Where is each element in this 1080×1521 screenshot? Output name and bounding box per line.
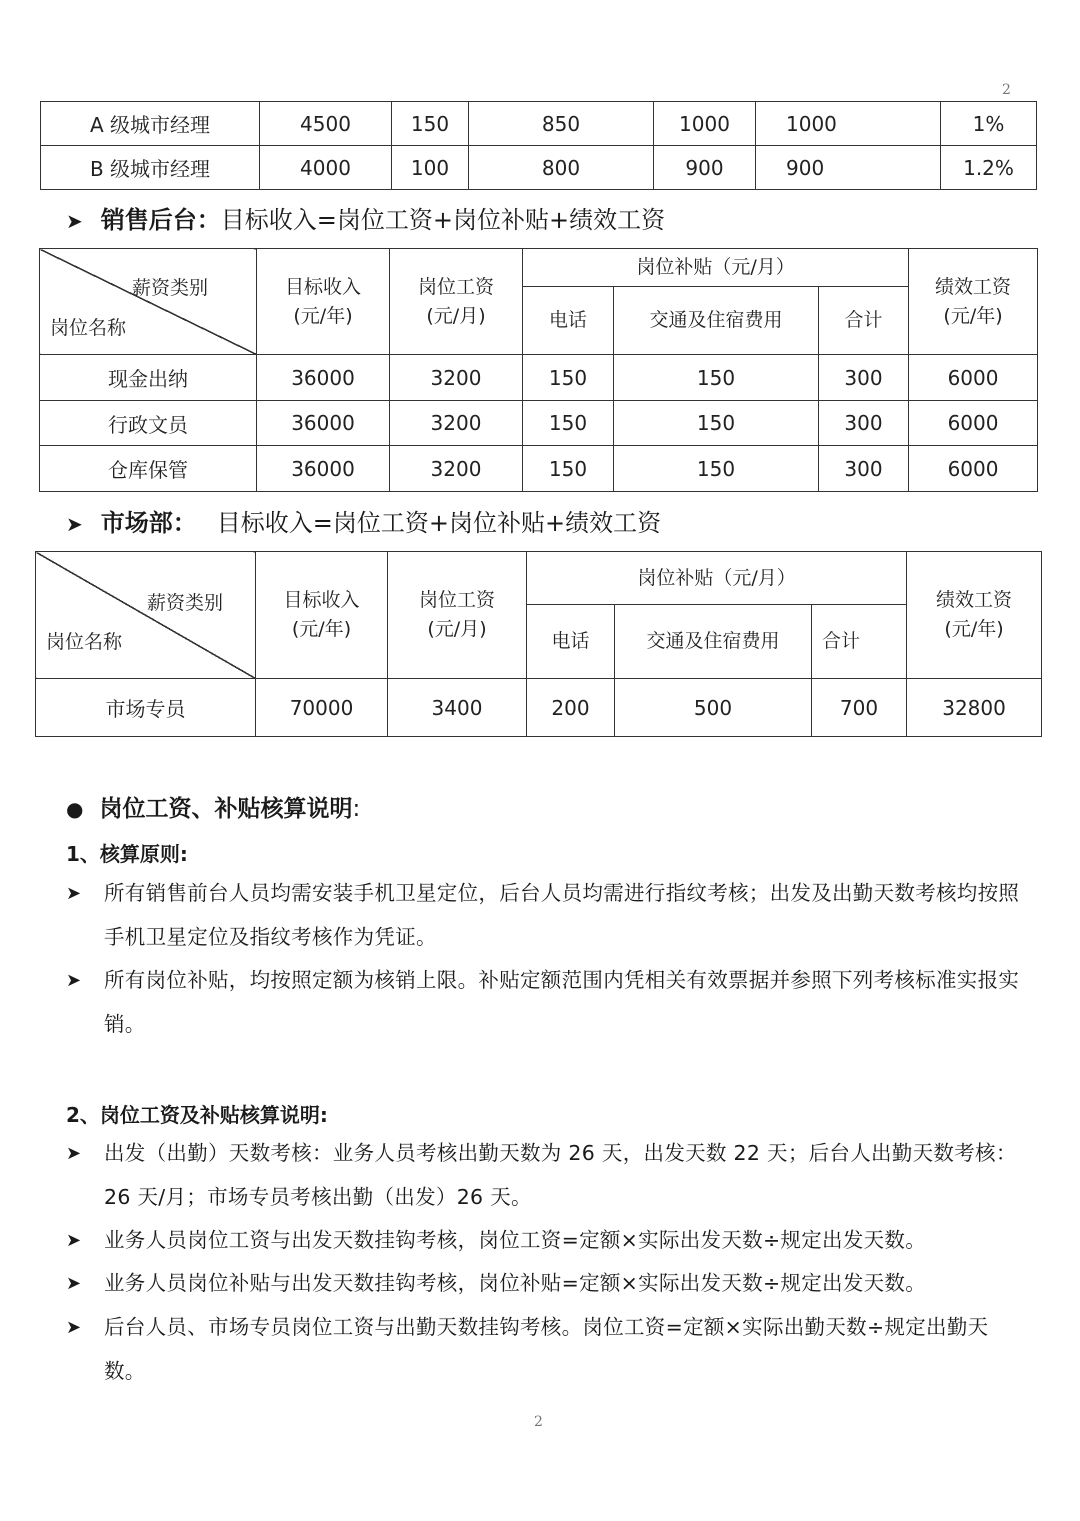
table-cell: 150	[392, 102, 469, 146]
market-table	[35, 551, 1042, 737]
table-cell: 100	[392, 146, 469, 190]
arrow-bullet-icon: ➤	[66, 209, 83, 233]
table-cell: 150	[614, 401, 819, 446]
table-cell: 900	[654, 146, 756, 190]
arrow-bullet-icon: ➤	[66, 970, 82, 991]
diag-label-category: 薪资类别	[146, 592, 223, 614]
table-row	[40, 446, 1038, 492]
paragraph-principle-2: 所有岗位补贴，均按照定额为核销上限。补贴定额范围内凭相关有效票据并参照下列考核标准实报实销。	[104, 968, 1020, 1036]
table-cell: 6000	[909, 401, 1038, 446]
arrow-bullet-icon: ➤	[66, 1230, 82, 1251]
diagonal-header-cell	[40, 249, 257, 355]
header-post-salary: 岗位工资 (元/月)	[390, 249, 523, 355]
table-row	[40, 355, 1038, 401]
table-cell: 3200	[390, 446, 523, 492]
diag-label-position: 岗位名称	[50, 317, 127, 339]
header-performance-pay: 绩效工资 (元/年)	[907, 552, 1042, 679]
table-cell: 150	[523, 401, 614, 446]
table-cell: 700	[812, 679, 907, 737]
table-cell: 300	[819, 446, 909, 492]
page-number-top: 2	[1002, 82, 1011, 98]
page-number-bottom: 2	[534, 1414, 543, 1430]
sales-back-table	[39, 248, 1038, 492]
table-cell: 150	[614, 355, 819, 401]
table-cell: 200	[527, 679, 615, 737]
table-cell: 4000	[260, 146, 392, 190]
table-cell: 70000	[256, 679, 388, 737]
section-market-heading	[66, 503, 661, 538]
bullet-dot-icon: ●	[66, 797, 84, 821]
header-post-salary: 岗位工资 (元/月)	[388, 552, 527, 679]
explain-title-colon: :	[352, 796, 361, 822]
paragraph-attendance: 出发（出勤）天数考核：业务人员考核出勤天数为 26 天，出发天数 22 天；后台人出勤天数考核：26 天/月；市场专员考核出勤（出发）26 天。	[104, 1141, 1017, 1209]
arrow-bullet-icon: ➤	[66, 1317, 82, 1338]
table-cell: 500	[615, 679, 812, 737]
explain-title: 岗位工资、补贴核算说明	[99, 796, 353, 822]
arrow-bullet-icon: ➤	[66, 512, 83, 536]
table-cell: 1000	[756, 102, 941, 146]
table-cell: 4500	[260, 102, 392, 146]
table-cell: 36000	[257, 355, 390, 401]
table-cell: 36000	[257, 446, 390, 492]
diagonal-header-cell	[36, 552, 256, 679]
table-cell: 300	[819, 401, 909, 446]
arrow-bullet-icon: ➤	[66, 1273, 82, 1294]
header-post-subsidy: 岗位补贴（元/月）	[527, 552, 907, 605]
arrow-bullet-icon: ➤	[66, 883, 82, 904]
header-post-subsidy: 岗位补贴（元/月）	[523, 249, 909, 287]
header-target-income: 目标收入 (元/年)	[257, 249, 390, 355]
table-row	[41, 102, 1037, 146]
table-cell: B 级城市经理	[41, 146, 260, 190]
section-title: 市场部：	[100, 509, 197, 537]
city-manager-table	[40, 101, 1037, 190]
section-formula: 目标收入=岗位工资+岗位补贴+绩效工资	[216, 509, 662, 537]
header-total: 合计	[819, 287, 909, 355]
table-cell: 3200	[390, 401, 523, 446]
header-transport: 交通及住宿费用	[614, 287, 819, 355]
table-cell: 1%	[941, 102, 1037, 146]
table-cell: 6000	[909, 446, 1038, 492]
header-phone: 电话	[523, 287, 614, 355]
table-cell: 850	[469, 102, 654, 146]
diag-label-category: 薪资类别	[131, 277, 208, 299]
subheading-calculation: 2、岗位工资及补贴核算说明:	[66, 1103, 328, 1127]
arrow-bullet-icon: ➤	[66, 1143, 82, 1164]
table-cell: 现金出纳	[40, 355, 257, 401]
table-cell: 1.2%	[941, 146, 1037, 190]
header-transport: 交通及住宿费用	[615, 605, 812, 679]
table-cell: 32800	[907, 679, 1042, 737]
paragraph-salary-formula: 业务人员岗位工资与出发天数挂钩考核，岗位工资=定额×实际出发天数÷规定出发天数。	[104, 1228, 927, 1252]
header-total: 合计	[812, 605, 907, 679]
table-cell: 36000	[257, 401, 390, 446]
diag-label-position: 岗位名称	[46, 631, 123, 653]
table-cell: 150	[523, 446, 614, 492]
table-cell: 150	[614, 446, 819, 492]
table-cell: 3200	[390, 355, 523, 401]
table-cell: 行政文员	[40, 401, 257, 446]
table-cell: 300	[819, 355, 909, 401]
table-cell: 800	[469, 146, 654, 190]
section-title: 销售后台：	[100, 206, 221, 234]
paragraph-subsidy-formula: 业务人员岗位补贴与出发天数挂钩考核，岗位补贴=定额×实际出发天数÷规定出发天数。	[104, 1271, 927, 1295]
explain-heading	[66, 790, 360, 823]
table-row	[36, 679, 1042, 737]
table-cell: 仓库保管	[40, 446, 257, 492]
header-performance-pay: 绩效工资 (元/年)	[909, 249, 1038, 355]
table-cell: 6000	[909, 355, 1038, 401]
table-cell: A 级城市经理	[41, 102, 260, 146]
table-row	[40, 401, 1038, 446]
header-phone: 电话	[527, 605, 615, 679]
paragraph-backoffice-formula: 后台人员、市场专员岗位工资与出勤天数挂钩考核。岗位工资=定额×实际出勤天数÷规定出勤天数。	[104, 1315, 989, 1383]
section-formula: 目标收入=岗位工资+岗位补贴+绩效工资	[220, 206, 666, 234]
table-cell: 150	[523, 355, 614, 401]
table-cell: 1000	[654, 102, 756, 146]
section-sales-back-heading	[66, 200, 665, 235]
paragraph-principle-1: 所有销售前台人员均需安装手机卫星定位，后台人员均需进行指纹考核；出发及出勤天数考核均按照手机卫星定位及指纹考核作为凭证。	[104, 881, 1020, 949]
table-cell: 市场专员	[36, 679, 256, 737]
table-cell: 3400	[388, 679, 527, 737]
header-target-income: 目标收入 (元/年)	[256, 552, 388, 679]
table-cell: 900	[756, 146, 941, 190]
table-row	[41, 146, 1037, 190]
subheading-principles: 1、核算原则:	[66, 842, 188, 866]
